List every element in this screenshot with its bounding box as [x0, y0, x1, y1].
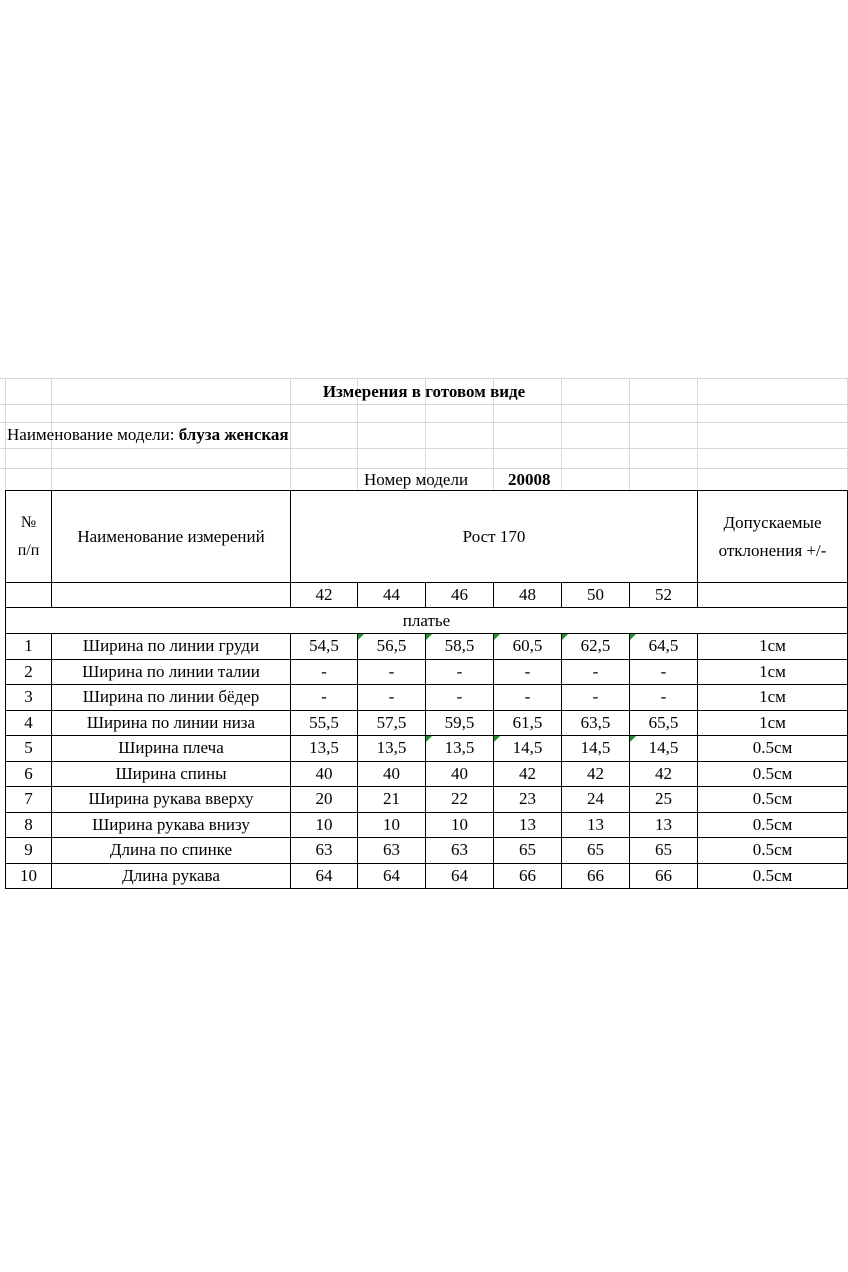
- table-row: [6, 736, 848, 762]
- value-cell: 62,5: [562, 634, 630, 660]
- value-cell: 13: [494, 812, 562, 838]
- model-number-value: 20008: [508, 470, 551, 489]
- value-cell: 64: [426, 863, 494, 889]
- measure-name: Ширина по линии бёдер: [52, 685, 291, 711]
- value-cell: -: [562, 685, 630, 711]
- table-row: [6, 634, 848, 660]
- size-cell: 48: [494, 583, 562, 608]
- value-cell: 64,5: [630, 634, 698, 660]
- value-cell: 23: [494, 787, 562, 813]
- empty-cell: [698, 583, 848, 608]
- gridline: [0, 448, 848, 449]
- value-cell: 65: [494, 838, 562, 864]
- measure-name: Ширина рукава вверху: [52, 787, 291, 813]
- row-number: 7: [6, 787, 52, 813]
- model-name-label: Наименование модели:: [7, 425, 175, 444]
- value-cell: 42: [562, 761, 630, 787]
- row-number: 10: [6, 863, 52, 889]
- value-cell: 65: [630, 838, 698, 864]
- row-number: 5: [6, 736, 52, 762]
- measure-name: Ширина по линии талии: [52, 659, 291, 685]
- header-number-top: №: [20, 513, 37, 531]
- size-cell: 52: [630, 583, 698, 608]
- sizes-row: [6, 583, 848, 608]
- value-cell: 54,5: [291, 634, 358, 660]
- row-number: 4: [6, 710, 52, 736]
- measure-name: Ширина рукава внизу: [52, 812, 291, 838]
- value-cell: -: [562, 659, 630, 685]
- value-cell: 13,5: [358, 736, 426, 762]
- size-cell: 46: [426, 583, 494, 608]
- value-cell: 13: [630, 812, 698, 838]
- value-cell: 24: [562, 787, 630, 813]
- value-cell: 13: [562, 812, 630, 838]
- value-cell: 61,5: [494, 710, 562, 736]
- tolerance-cell: 0.5см: [698, 812, 848, 838]
- header-measure: Наименование измерений: [52, 491, 291, 583]
- value-cell: 66: [494, 863, 562, 889]
- value-cell: -: [358, 659, 426, 685]
- empty-cell: [52, 583, 291, 608]
- model-number: [358, 468, 558, 492]
- value-cell: -: [426, 659, 494, 685]
- value-cell: 10: [358, 812, 426, 838]
- value-cell: -: [630, 659, 698, 685]
- table-row: [6, 787, 848, 813]
- value-cell: -: [358, 685, 426, 711]
- table-row: [6, 659, 848, 685]
- value-cell: 63: [426, 838, 494, 864]
- value-cell: 60,5: [494, 634, 562, 660]
- value-cell: 42: [630, 761, 698, 787]
- value-cell: 13,5: [291, 736, 358, 762]
- row-number: 2: [6, 659, 52, 685]
- value-cell: 56,5: [358, 634, 426, 660]
- value-cell: 40: [291, 761, 358, 787]
- row-number: 6: [6, 761, 52, 787]
- measure-name: Ширина по линии груди: [52, 634, 291, 660]
- header-tolerance: Допускаемые отклонения +/-: [698, 491, 848, 583]
- value-cell: 65,5: [630, 710, 698, 736]
- section-row: [6, 608, 848, 634]
- tolerance-cell: 1см: [698, 659, 848, 685]
- model-name: [7, 422, 289, 448]
- value-cell: 64: [291, 863, 358, 889]
- measure-name: Длина по спинке: [52, 838, 291, 864]
- row-number: 9: [6, 838, 52, 864]
- table-row: [6, 812, 848, 838]
- section-label: платье: [6, 608, 848, 634]
- measure-name: Ширина плеча: [52, 736, 291, 762]
- value-cell: 21: [358, 787, 426, 813]
- value-cell: 10: [426, 812, 494, 838]
- value-cell: 59,5: [426, 710, 494, 736]
- value-cell: 25: [630, 787, 698, 813]
- size-cell: 50: [562, 583, 630, 608]
- sheet-title: Измерения в готовом виде: [322, 382, 526, 401]
- value-cell: -: [494, 659, 562, 685]
- measurements-table: [5, 490, 848, 889]
- tolerance-cell: 1см: [698, 710, 848, 736]
- row-number: 1: [6, 634, 52, 660]
- tolerance-cell: 0.5см: [698, 863, 848, 889]
- value-cell: 42: [494, 761, 562, 787]
- value-cell: -: [630, 685, 698, 711]
- value-cell: 57,5: [358, 710, 426, 736]
- tolerance-cell: 0.5см: [698, 761, 848, 787]
- table-row: [6, 838, 848, 864]
- value-cell: 14,5: [494, 736, 562, 762]
- value-cell: -: [291, 659, 358, 685]
- value-cell: 22: [426, 787, 494, 813]
- size-cell: 42: [291, 583, 358, 608]
- tolerance-cell: 0.5см: [698, 838, 848, 864]
- model-number-label: Номер модели: [364, 470, 469, 489]
- value-cell: 64: [358, 863, 426, 889]
- spreadsheet: [0, 378, 848, 898]
- tolerance-cell: 0.5см: [698, 736, 848, 762]
- table-row: [6, 761, 848, 787]
- value-cell: -: [494, 685, 562, 711]
- tolerance-cell: 1см: [698, 634, 848, 660]
- row-number: 8: [6, 812, 52, 838]
- model-name-value: блуза женская: [178, 425, 289, 444]
- value-cell: 14,5: [630, 736, 698, 762]
- header-row: [6, 491, 848, 583]
- value-cell: -: [426, 685, 494, 711]
- value-cell: 63: [358, 838, 426, 864]
- size-cell: 44: [358, 583, 426, 608]
- value-cell: 14,5: [562, 736, 630, 762]
- value-cell: -: [291, 685, 358, 711]
- value-cell: 66: [630, 863, 698, 889]
- table-row: [6, 710, 848, 736]
- measure-name: Ширина по линии низа: [52, 710, 291, 736]
- tolerance-cell: 1см: [698, 685, 848, 711]
- value-cell: 40: [426, 761, 494, 787]
- table-row: [6, 685, 848, 711]
- tolerance-cell: 0.5см: [698, 787, 848, 813]
- measure-name: Длина рукава: [52, 863, 291, 889]
- header-height: Рост 170: [291, 491, 698, 583]
- value-cell: 66: [562, 863, 630, 889]
- header-number: [6, 491, 52, 583]
- value-cell: 65: [562, 838, 630, 864]
- value-cell: 55,5: [291, 710, 358, 736]
- value-cell: 58,5: [426, 634, 494, 660]
- value-cell: 20: [291, 787, 358, 813]
- value-cell: 10: [291, 812, 358, 838]
- row-number: 3: [6, 685, 52, 711]
- measure-name: Ширина спины: [52, 761, 291, 787]
- table-row: [6, 863, 848, 889]
- value-cell: 63: [291, 838, 358, 864]
- value-cell: 63,5: [562, 710, 630, 736]
- value-cell: 13,5: [426, 736, 494, 762]
- header-number-bottom: п/п: [17, 541, 40, 559]
- empty-cell: [6, 583, 52, 608]
- value-cell: 40: [358, 761, 426, 787]
